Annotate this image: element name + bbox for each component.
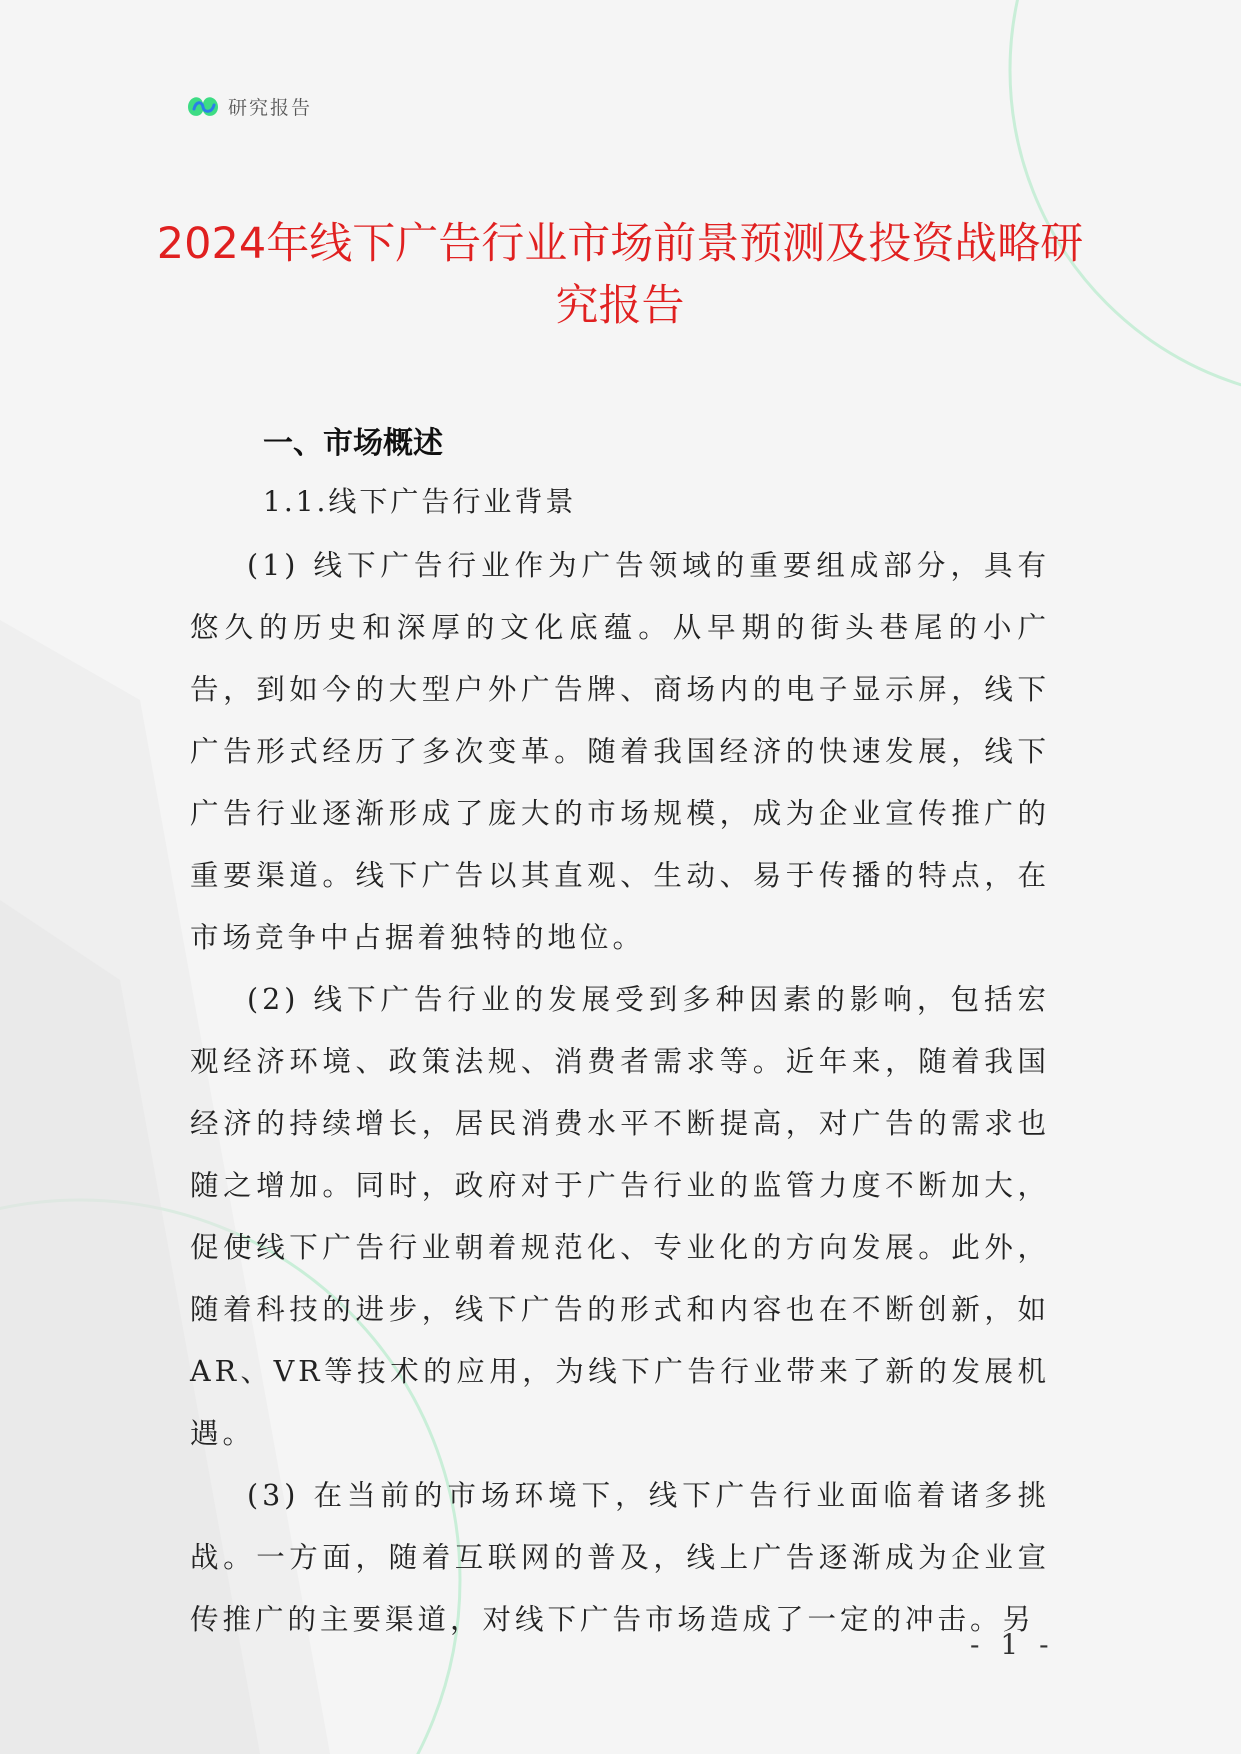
page-number: - 1 - [970, 1628, 1055, 1661]
body-text [190, 535, 1050, 1651]
decor-circle-top-right [1010, 0, 1241, 400]
brand-text: 研究报告 [228, 96, 313, 119]
document-title: 2024年线下广告行业市场前景预测及投资战略研究报告 [156, 219, 1084, 331]
brand-logo-icon [186, 91, 220, 121]
section-heading: 一、市场概述 [263, 426, 443, 461]
paragraph-1: (1) 线下广告行业作为广告领域的重要组成部分，具有悠久的历史和深厚的文化底蕴。从早期的街头巷尾的小广告，到如今的大型户外广告牌、商场内的电子显示屏，线下广告形式经历了多次变革。随着我国经济的快速发展，线下广告行业逐渐形成了庞大的市场规模，成为企业宣传推广的重要渠道。线下广告以其直观、生动、易于传播的特点，在市场竞争中占据着独特的地位。 [190, 549, 1050, 954]
paragraph-2: (2) 线下广告行业的发展受到多种因素的影响，包括宏观经济环境、政策法规、消费者需求等。近年来，随着我国经济的持续增长，居民消费水平不断提高，对广告的需求也随之增加。同时，政府对于广告行业的监管力度不断加大，促使线下广告行业朝着规范化、专业化的方向发展。此外，随着科技的进步，线下广告的形式和内容也在不断创新，如AR、VR等技术的应用，为线下广告行业带来了新的发展机遇。 [190, 983, 1050, 1450]
subsection-heading: 1.1.线下广告行业背景 [263, 485, 577, 518]
header-brand [186, 88, 312, 124]
paragraph-3: (3) 在当前的市场环境下，线下广告行业面临着诸多挑战。一方面，随着互联网的普及，线上广告逐渐成为企业宣传推广的主要渠道，对线下广告市场造成了一定的冲击。另 [190, 1479, 1050, 1636]
